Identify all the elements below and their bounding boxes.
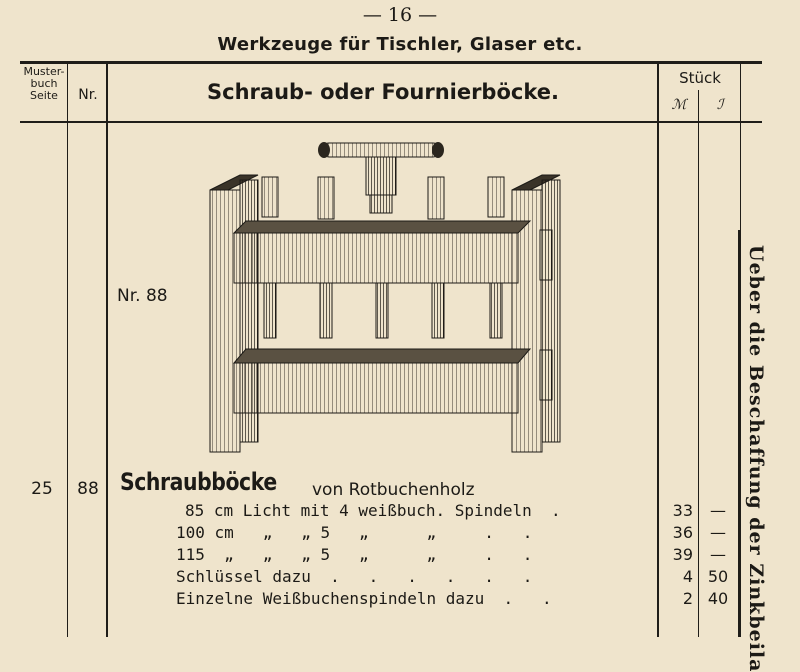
price-pf: — xyxy=(710,523,726,542)
header-mark-symbol: ℳ xyxy=(671,97,687,113)
header-bottom-rule xyxy=(20,121,762,123)
price-pf: — xyxy=(710,545,726,564)
price-row-text: 115 „ „ „ 5 „ „ . . xyxy=(176,545,533,564)
screw-clamp-illustration xyxy=(200,135,570,460)
page-number: — 16 — xyxy=(362,4,438,26)
price-pf: — xyxy=(710,501,726,520)
col-divider-5 xyxy=(740,62,741,637)
figure-label: Nr. 88 xyxy=(117,286,168,306)
header-nr: Nr. xyxy=(78,87,98,103)
table-top-rule xyxy=(20,61,762,64)
col-divider-4 xyxy=(698,90,699,637)
price-row-text: 85 cm Licht mit 4 weißbuch. Spindeln . xyxy=(185,501,561,520)
price-row-text: Einzelne Weißbuchenspindeln dazu . . xyxy=(176,589,552,608)
section-title: Schraub- oder Fournierböcke. xyxy=(207,80,559,104)
price-mark: 36 xyxy=(672,523,693,542)
price-row-text: Schlüssel dazu . . . . . . xyxy=(176,567,533,586)
price-pf: 40 xyxy=(707,589,729,608)
header-musterbuch-seite: Muster- buch Seite xyxy=(23,65,65,102)
price-mark: 4 xyxy=(682,567,693,586)
header-pfennig-symbol: ℐ xyxy=(716,97,724,113)
col-divider-2 xyxy=(106,62,108,637)
price-row-text: 100 cm „ „ 5 „ „ . . xyxy=(176,523,533,542)
price-mark: 39 xyxy=(672,545,693,564)
side-margin-text: Ueber die Beschaffung der Zinkbeila xyxy=(745,245,767,672)
musterbuch-page: 25 xyxy=(31,479,53,499)
side-rule xyxy=(738,230,740,637)
page-subtitle: Werkzeuge für Tischler, Glaser etc. xyxy=(217,34,583,55)
header-stueck: Stück xyxy=(679,69,721,87)
product-description: von Rotbuchenholz xyxy=(312,480,475,500)
price-mark: 2 xyxy=(682,589,693,608)
product-name: Schraubböcke xyxy=(120,468,277,496)
product-nr: 88 xyxy=(77,479,99,499)
col-divider-1 xyxy=(67,62,68,637)
price-pf: 50 xyxy=(707,567,729,586)
price-mark: 33 xyxy=(672,501,693,520)
